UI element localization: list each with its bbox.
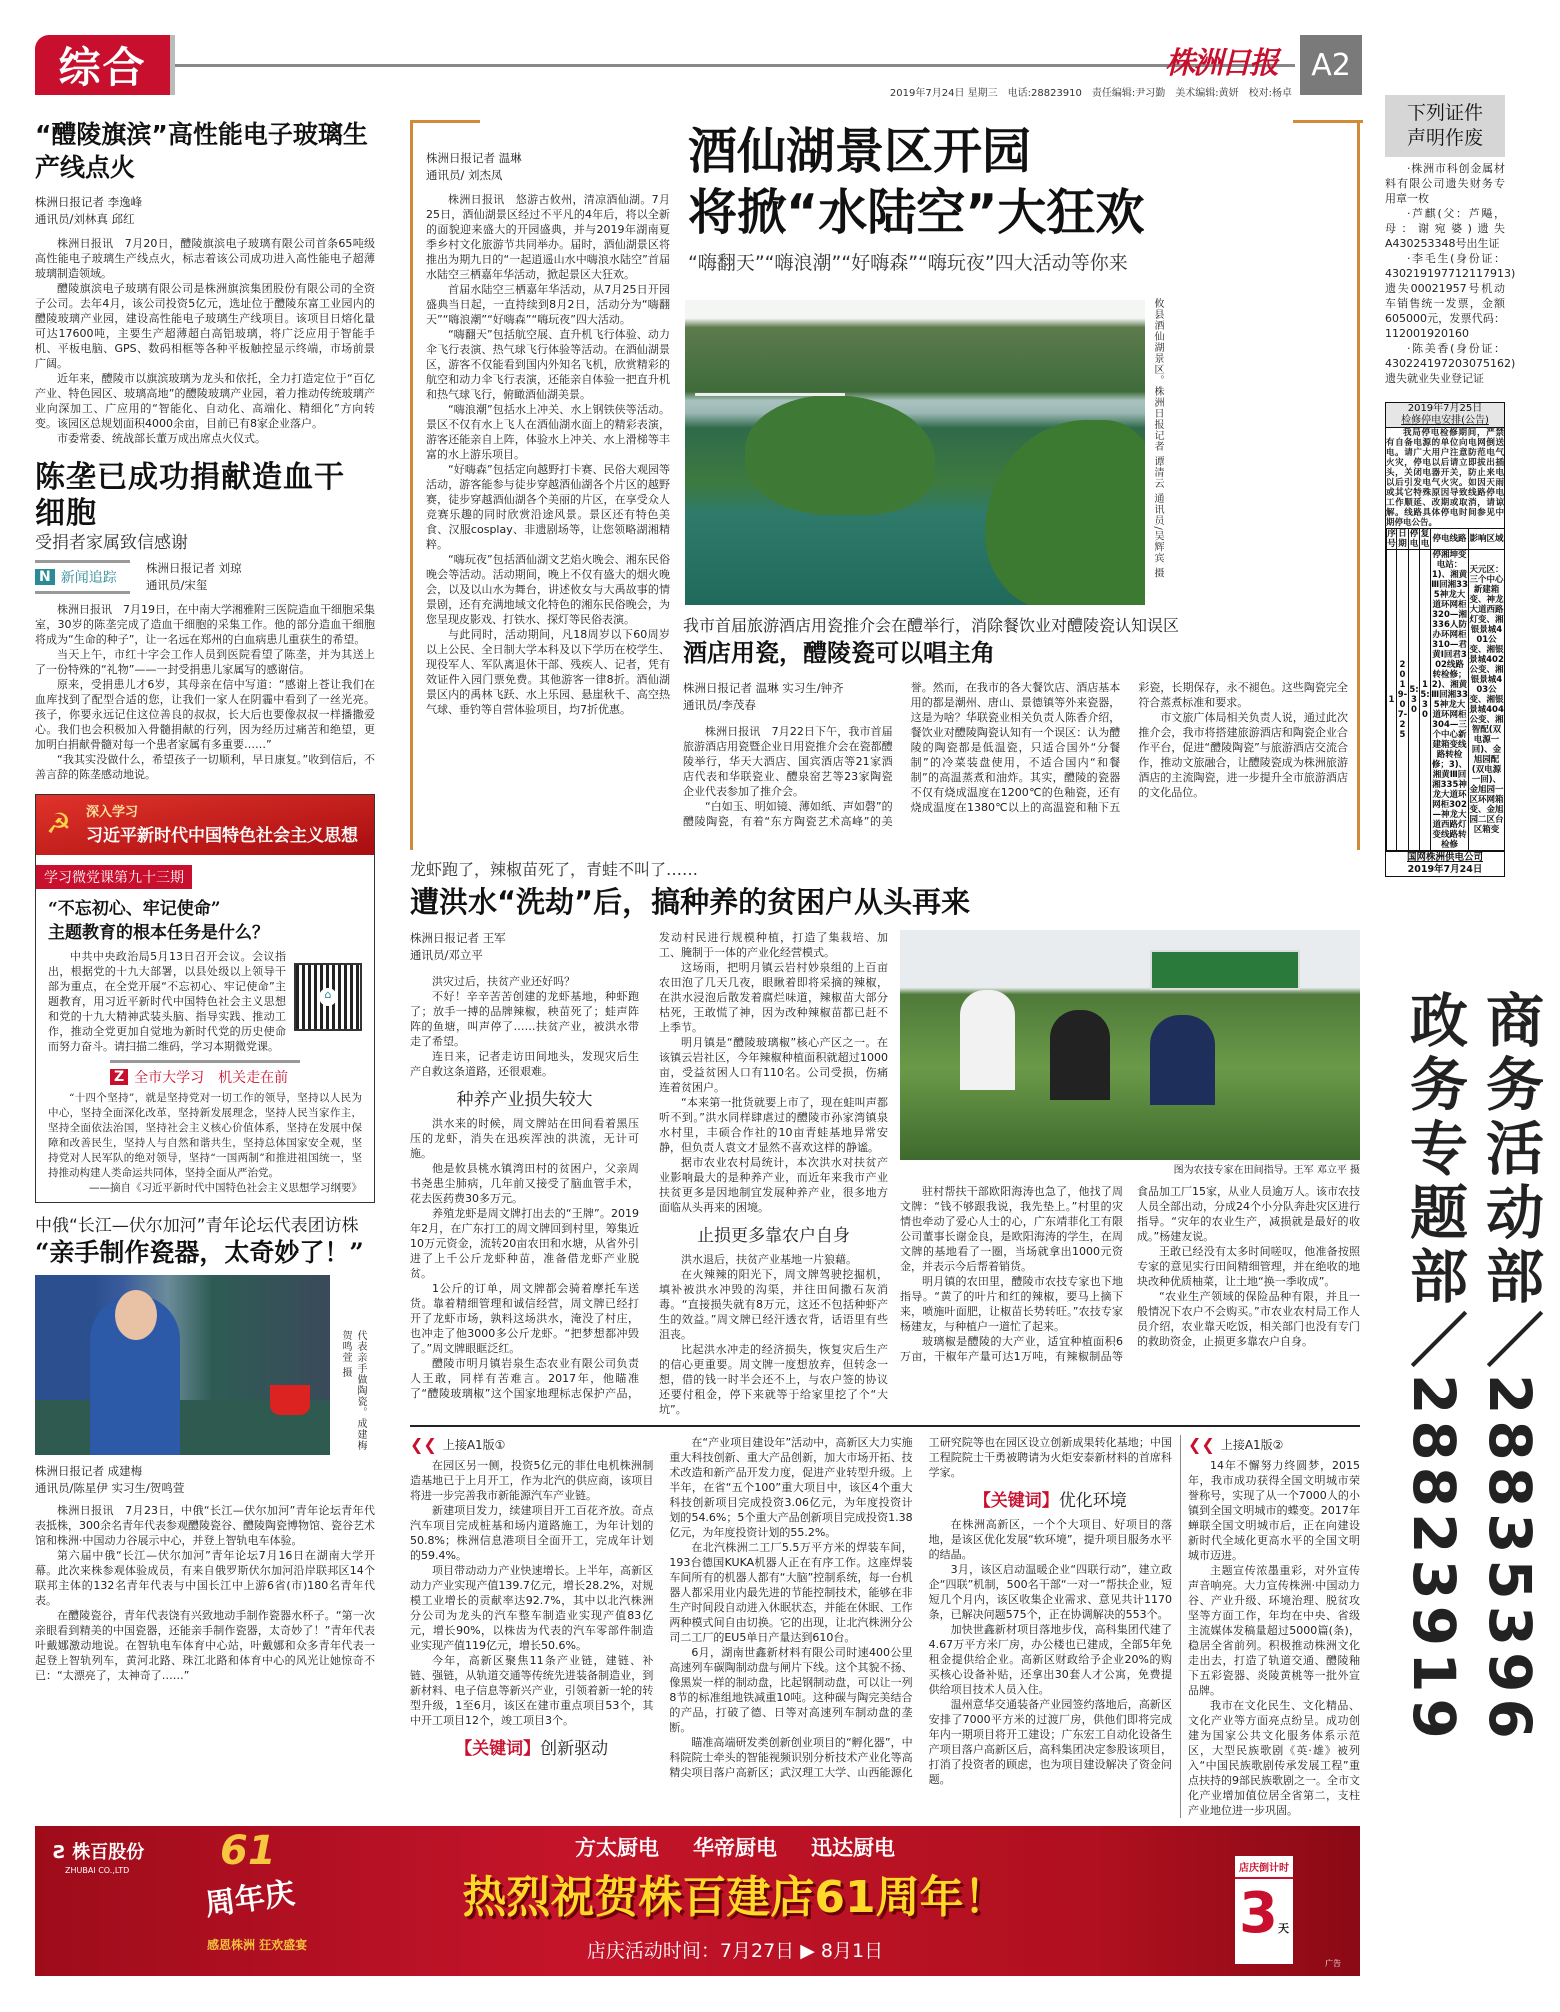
banner-title: 习近平新时代中国特色社会主义思想	[86, 826, 358, 846]
paragraph: “我其实没做什么，希望孩子一切顺利，早日康复。”收到信后，不善言辞的陈垄感动地说。	[35, 753, 375, 781]
chevron-left-icon: ❮❮	[1188, 1435, 1215, 1454]
photo-caption: 图为农技专家在田间指导。王军 邓立平 摄	[1173, 1165, 1360, 1176]
correspondent: 通讯员/刘林真 邱红	[35, 212, 135, 226]
paragraph: 近年来，醴陵市以旗滨玻璃为龙头和依托，全力打造定位于“百亿产业、特色园区、玻璃高地”的醴陵玻璃产业园，着力推动传统玻璃产业向深加工、广应用的“智能化、自动化、高端化、精细化”方向转变。该园区总规划面积4000余亩，目前已有8家企业落户。	[35, 372, 375, 430]
paragraph: 我市在文化民生、文化精品、文化产业等方面亮点纷呈。成功创建为国家公共文化服务体系示范区，大型民族歌剧《英·雄》被列入“中国民族歌剧传承发展工程”重点扶持的9部民族歌剧之一。全市文化产业增加值位居全省第二，支柱产业地位进一步巩固。	[1188, 1699, 1360, 1817]
headline: 遭洪水“洗劫”后，搞种养的贫困户从头再来	[410, 885, 971, 919]
paragraph: 市委常委、统战部长董万成出席点火仪式。	[57, 432, 266, 445]
countdown-number: 3	[1239, 1881, 1278, 1946]
subtag-label: 全市大学习 机关走在前	[134, 1070, 289, 1086]
photo-row	[35, 1275, 375, 1455]
arrow-right-icon: ▶	[800, 1940, 815, 1962]
paragraph: 这场雨，把明月镇云岩村妙泉组的上百亩农田泡了几天几夜，眼瞅着即将采摘的辣椒，在洪水浸泡后散发着腐烂味道，辣椒苗大部分枯死，王敢慌了神，因为改种辣椒苗都已赶不上季节。	[659, 961, 888, 1034]
title-line: 下列证件	[1406, 102, 1483, 124]
countdown-unit: 天	[1277, 1922, 1289, 1935]
paragraph: 在园区另一侧，投资5亿元的菲仕电机株洲制造基地已于上月开工，作为北汽的供应商，该项目将进一步完善我市新能源汽车产业链。	[410, 1459, 654, 1502]
paragraph: 项目带动动力产业快速增长。上半年，高新区动力产业实现产值139.7亿元，增长28.2%，对规模工业增长的贡献率达92.7%，其中以北汽株洲分公司为龙头的汽车整车制造业实现产值83亿元，增长90%，以株齿为代表的汽车零部件制造业实现产值119亿元，增长50.6%。	[410, 1564, 654, 1652]
main-slogan: 热烈祝贺株百建店61周年！	[462, 1872, 1008, 1923]
quote-source: ——摘自《习近平新时代中国特色社会主义思想学习纲要》	[89, 1182, 362, 1194]
correspondent: 通讯员/陈星伊 实习生/贺鸣萱	[35, 1481, 185, 1495]
countdown	[1235, 1856, 1293, 1964]
headline: 酒店用瓷，醴陵瓷可以唱主角	[683, 638, 995, 667]
paragraph: 与此同时，活动期间，凡18周岁以下60周岁以上公民、全日制大学本科及以下学历在校学生、现役军人、军队离退休干部、残疾人、记者，凭有效证件入园门票免费。其他游客一律8折。酒仙湖景区内的禹林飞跃、水上乐园、悬崖秋千、高空热气球、垂钓等自营体验项目，均7折优惠。	[426, 628, 670, 716]
tag-letter: N	[35, 569, 55, 585]
label: 上接A1版②	[1220, 1438, 1284, 1452]
correspondent: 通讯员/ 刘杰凤	[426, 168, 503, 182]
flood-body-a	[410, 930, 888, 1417]
feature-text	[426, 150, 670, 717]
notices-title	[1385, 95, 1505, 157]
paragraph: 株洲日报讯 7月19日，在中南大学湘雅附三医院造血干细胞采集室，30岁的陈垄完成了造血干细胞的采集工作。他的部分造血干细胞将成为“生命的种子”，让一名远在郑州的白血病患儿重获生的希望。	[35, 603, 375, 646]
paragraph: 市文旅广体局相关负责人说，通过此次推介会，我市将搭建旅游酒店和陶瓷企业合作平台，促进“醴陵陶瓷”与旅游酒店交流合作，推动文旅融合，让醴陵瓷成为株洲旅游酒店的主流陶瓷，进一步提升全市旅游酒店的文化品位。	[1138, 711, 1348, 799]
ad-banner[interactable]	[35, 1826, 1360, 1976]
study-box	[35, 794, 375, 1203]
paragraph: 王敢已经没有太多时间嗟叹，他准备按照专家的意见实行田间精细管理，并在绝收的地块改种优质柚菜，让土地“换一季收成”。	[1137, 1245, 1360, 1288]
paragraph: 据市农业农村局统计，本次洪水对扶贫产业影响最大的是种养产业，而近年来我市产业扶贫更多是因地制宜发展种养产业，很多地方面临从头再来的困境。	[659, 1156, 888, 1214]
paragraph: 新建项目发力，续建项目开工百花齐放。奇点汽车项目完成桩基和场内道路施工，为年计划的50.8%；株洲信息港项目全面开工，完成年计划的59.4%。	[410, 1504, 654, 1562]
paragraph: “白如玉、明如镜、薄如纸、声如磬”的醴陵陶瓷，有着“东方陶瓷艺术高峰”的美誉。然而，在我市的各大餐饮店、酒店基本用的都是潮州、唐山、景德镇等外来瓷器，这是为啥？华联瓷业相关负责人陈香介绍，餐饮业对醴陵陶瓷认知有一个误区：认为醴陵的陶瓷都是低温瓷，只适合国外“分餐制”的冷菜装盘使用，不适合国内“和餐制”的高温蒸煮和油炸。其实，醴陵的瓷器不仅有烧成温度在1200℃的色釉瓷，还有烧成温度在1380℃以上的高温瓷和釉下五彩瓷，长期保存，永不褪色。这些陶瓷完全符合蒸煮标准和要求。	[683, 681, 1348, 828]
keyword: 优化环境	[1058, 1491, 1127, 1511]
brand-item: 方太厨电	[575, 1836, 659, 1860]
lesson-label: 学习微党课第九十三期	[36, 865, 192, 889]
section-tab: 综合	[35, 35, 170, 95]
correspondent: 通讯员/邓立平	[410, 948, 483, 962]
col-header: 复电	[1420, 529, 1430, 549]
paragraph: ·芦麒(父：芦飚，母：谢宛婆)遗失A430253348号出生证	[1385, 207, 1505, 250]
notice-date: 2019年7月25日	[1407, 403, 1483, 414]
notice-list	[1385, 161, 1516, 386]
kicker: 龙虾跑了，辣椒苗死了，青蛙不叫了……	[410, 860, 699, 879]
section-body	[900, 1184, 1360, 1364]
reporter: 株洲日报记者 成建梅	[35, 1464, 143, 1478]
outage-table	[1386, 528, 1505, 851]
reporter: 株洲日报记者 温琳	[426, 151, 522, 165]
brand-list	[435, 1834, 1035, 1862]
subtag-letter: Z	[110, 1069, 128, 1085]
reporter: 株洲日报记者 王军	[410, 931, 506, 945]
notices	[1385, 95, 1516, 386]
paragraph: 在“产业项目建设年”活动中，高新区大力实施重大科技创新、重大产品创新，加大市场开拓、技术改造和新产品开发力度，促进产业转型升级。上半年，在省“五个100”重大项目中，该区4个重大科技创新项目完成投资3.06亿元，为年度投资计划的54.6%；5个重大产品创新项目完成投资1.38亿元，为年度投资计划的55.2%。	[669, 1436, 913, 1539]
headline: “醴陵旗滨”高性能电子玻璃生产线点火	[35, 120, 368, 182]
paragraph: 玻璃椒是醴陵的大产业，适宜种植面积6万亩，干椒年产量可达1万吨，有辣椒制品等食品加工厂15家，从业人员逾万人。该市农技人员全部出动，分成24个小分队奔赴灾区进行指导。“灾年的农业生产，减损就是最好的收成。”杨建友说。	[900, 1185, 1360, 1363]
paragraph: ·株洲市科创金属材料有限公司遗失财务专用章一枚	[1385, 162, 1505, 205]
subtag	[110, 1060, 300, 1087]
news-tag	[35, 560, 130, 594]
paragraph: 温州意华交通装备产业园签约落地后，高新区安排了7000平方米的过渡厂房，供他们即将完成年内一期项目将开工建设；广东宏工自动化设备生产项目落户高新区后，高科集团决定参股该项目，打消了投资者的顾虑，也为项目建设解决了资金问题。	[928, 1698, 1172, 1786]
anniversary-number: 61	[220, 1828, 276, 1874]
paragraph: 洪灾过后，扶贫产业还好吗？	[432, 975, 575, 988]
paragraph: 醴陵市明月镇岩泉生态农业有限公司负责人王敢，同样有苦难言。2017年，他瞄准了“醴陵玻璃椒”这个国家地理标志保护产品，发动村民进行规模种植，打造了集栽培、加工、腌制于一体的产业化经营模式。	[410, 931, 888, 1400]
paragraph: 6月，湖南世鑫新材料有限公司时速400公里高速列车碳陶制动盘与闸片下线。这个其貌不扬、像黑炭一样的制动盘，比起钢制动盘，可以让一列8节的标准组地铁减重10吨。这种碳与陶完美结合的产品，打破了德、日等对高速列车制动盘的垄断。	[669, 1646, 913, 1734]
continued-1	[410, 1435, 1172, 1787]
paragraph: 养殖龙虾是周文牌打出去的“王牌”。2019年2月，在广东打工的周文牌回到村里，筹集近10万元资金，流转20亩农田和水塘，从省外引进了上千公斤龙虾种苗，准备借龙虾产业脱贫。	[410, 1207, 639, 1280]
cell: 5:30	[1409, 550, 1420, 851]
label: 上接A1版①	[442, 1438, 506, 1452]
subhead: 止损更多靠农户自身	[697, 1226, 850, 1246]
paragraph: “农业生产领域的保险品种有限，并且一般情况下农户不会购买。”市农业农村局工作人员介绍，农业靠天吃饭，相关部门也没有专门的救助资金，止损更多靠农户自身。	[1137, 1290, 1360, 1348]
col-header: 日期	[1398, 529, 1407, 549]
paragraph: 连日来，记者走访田间地头，发现灾后生产自救这条道路，还很艰难。	[410, 1050, 639, 1078]
paragraph: 加快世鑫新材项目落地步伐，高科集团代建了4.67万平方米厂房，办公楼也已建成，全部5年免租金提供给企业。高新区财政给予企业20%的购买核心设备补贴，还拿出30套人才公寓，免费提供给项目技术人员入住。	[928, 1623, 1172, 1696]
subheadline: “嗨翻天”“嗨浪潮”“好嗨森”“嗨玩夜”四大活动等你来	[688, 252, 1128, 274]
headline: 陈垄已成功捐献造血干细胞	[35, 460, 345, 531]
reporter: 株洲日报记者 刘琼	[146, 561, 242, 575]
paragraph: 株洲日报讯 7月22日下午，我市首届旅游酒店用瓷暨企业日用瓷推介会在瓷都醴陵举行，华天大酒店、国宾酒店等21家酒店代表和华联瓷业、醴泉窑艺等23家陶瓷企业代表参加了推介会。	[683, 725, 893, 798]
left-column	[35, 118, 375, 1683]
byline	[426, 150, 670, 184]
article-body	[426, 192, 670, 717]
contact-business: 商务活动部／28835396	[1476, 990, 1544, 1745]
paragraph: 在北汽株洲二工厂5.5万平方米的焊装车间，193台德国KUKA机器人正在有序工作。这座焊装车间所有的机器人都有“大脑”控制系统，每一台机器人都采用业内最先进的节能控制技术，能够在非生产时间段自动进入休眠状态，并能在休眠、工作两种模式间自由切换。它的出现，让北汽株洲分公司二工厂的EU5单日产量达到610台。	[669, 1541, 913, 1644]
article-youth-forum	[35, 1215, 375, 1683]
person-shape	[960, 990, 1015, 1090]
porcelain-body	[683, 680, 1348, 829]
paragraph: 醴陵旗滨电子玻璃有限公司是株洲旗滨集团股份有限公司的全资子公司。去年4月，该公司投资5亿元，选址位于醴陵东富工业园内的醴陵玻璃产业园，建设高性能电子玻璃生产线项目。该项目日熔化量可达17600吨，主要生产超薄超白高铝玻璃，将广泛应用于智能手机、平板电脑、GPS、数码相框等各种平板触控显示终端，市场前景广阔。	[35, 282, 375, 370]
paragraph: 在株洲高新区，一个个大项目、好项目的落地，是该区优化发展“软环境”，提升项目服务水平的结晶。	[928, 1518, 1172, 1561]
notice-header	[1386, 403, 1504, 428]
title-line: “不忘初心、牢记使命”	[48, 899, 221, 919]
countdown-label: 店庆倒计时	[1235, 1856, 1293, 1879]
person-shape	[1050, 1010, 1110, 1100]
continued-label	[1188, 1435, 1360, 1454]
lesson-title	[48, 897, 362, 945]
brand-logo	[53, 1838, 144, 1864]
party-emblem-icon: ☭	[46, 807, 72, 840]
qr-code[interactable]	[294, 963, 362, 1031]
paragraph: 主题宣传浓墨重彩，对外宣传声音响亮。大力宣传株洲·中国动力谷、产业升级、环境治理、脱贫攻坚等方面工作，年均在中央、省级主流媒体发稿量超过5000篇(条)，稳居全省前列。积极推动株洲文化走出去，打造了轨道交通、醴陵釉下五彩瓷器、炎陵黄桃等一批外宣品牌。	[1188, 1564, 1360, 1697]
paragraph: 株洲日报讯 7月20日，醴陵旗滨电子玻璃有限公司首条65吨级高性能电子玻璃生产线点火，标志着该公司成功进入高性能电子超薄玻璃制造领域。	[35, 237, 375, 280]
title-line: 主题教育的根本任务是什么？	[48, 923, 269, 943]
brand-item: 华帝厨电	[693, 1836, 777, 1860]
correspondent: 通讯员/李茂春	[683, 698, 756, 712]
subheadline: 受捐者家属致信感谢	[35, 533, 188, 553]
paragraph: 明月镇的农田里，醴陵市农技专家也下地指导。“黄了的叶片和红的辣椒，要马上摘下来，喷施叶面肥，让椒苗长势转旺。”农技专家杨建友，与种植户一道忙了起来。	[900, 1275, 1123, 1333]
column-divider	[1180, 1435, 1181, 1818]
tag-label: 新闻追踪	[60, 570, 117, 586]
paragraph: “嗨浪潮”包括水上冲关、水上钢铁侠等活动。景区不仅有水上飞人在酒仙湖水面上的精彩表演，游客还能亲自上阵，体验水上冲关、水上滑梯等丰富的水上游乐项目。	[426, 403, 670, 461]
paragraph: 当天上午，市红十字会工作人员到医院看望了陈垄，并为其送上了一份特殊的“礼物”——一封受捐患儿家属写的感谢信。	[35, 648, 375, 676]
bridge-shape	[695, 393, 845, 396]
paragraph: 株洲日报讯 7月23日，中俄“长江—伏尔加河”青年论坛青年代表抵株，300余名青年代表参观醴陵瓷谷、醴陵陶瓷博物馆、瓷谷艺术馆和株洲·中国动力谷展示中心，并登上智轨电车体验。	[35, 1504, 375, 1547]
byline	[410, 930, 639, 964]
paragraph: 原来，受捐患儿才6岁，其母亲在信中写道：“感谢上苍让我们在血库找到了配型合适的您，让我们一家人在阴霾中看到了一丝光亮。孩子，你要永远记住这位善良的叔叔，长大后也要像叔叔一样播撒爱心。我们也会积极加入骨髓捐献的行列，因为经历过痛苦和绝望，更加明白捐献骨髓对每一个患者家属有多重要……”	[35, 678, 375, 751]
ad-mark: 广告	[1325, 1959, 1341, 1968]
paragraph: “本来第一批货就要上市了，现在蛙叫声都听不到。”洪水同样肆虐过的醴陵市孙家湾镇泉水村里，丰硕合作社的10亩青蛙基地异常安静，但负责人袁文才显然不喜欢这样的静谧。	[659, 1096, 888, 1154]
byline	[35, 1463, 375, 1497]
paragraph: 洪水来的时候，周文牌站在田间看着黑压压的龙虾，消失在迅疾浑浊的洪流，无计可施。	[410, 1117, 639, 1160]
lesson-body: 中共中央政治局5月13日召开会议。会议指出，根据党的十九大部署，以县处级以上领导干部为重点，在全党开展“不忘初心、牢记使命”主题教育，用习近平新时代中国特色社会主义思想和党的十九大精神武装头脑、指导实践、推动工作，推动全党更加自觉地为新时代党的历史使命而努力奋斗。请扫描二维码，学习本期微党课。	[48, 950, 286, 1053]
paragraph: 3月，该区启动温暖企业“四联行动”，建立政企“四联”机制，500名干部“一对一”帮扶企业，短短几个月内，该区收集企业需求、意见共计1170条，已解决问题575个，正在协调解决的553个。	[928, 1563, 1172, 1621]
cell: 停湘坤变电站：1)、湘黄Ⅲ回湘335神龙大道环网柜320—湘336人防办环网柜310—君黄Ⅰ回君302线路转检修；2)、湘黄Ⅲ回湘335神龙大道环网柜304—三个中心新建箱变线路转检修；3)、湘黄Ⅲ回湘335神龙大道环网柜302—神龙大道西路灯变线路转检修	[1431, 550, 1468, 850]
quote: “十四个坚持”，就是坚持党对一切工作的领导，坚持以人民为中心，坚持全面深化改革，坚持新发展理念，坚持人民当家作主，坚持全面依法治国，坚持社会主义核心价值体系，坚持在发展中保障和改善民生，坚持人与自然和谐共生，坚持总体国家安全观，坚持党对人民军队的绝对领导，坚持“一国两制”和推进祖国统一，坚持推动构建人类命运共同体，坚持全面从严治党。	[48, 1092, 362, 1179]
photo-caption: 攸县酒仙湖景区。株洲日报记者 谭清云 通讯员/吴辉宾 摄	[1152, 298, 1163, 579]
face-shape	[115, 1290, 157, 1340]
paragraph: ·李毛生(身份证：430219197712117913)遗失00021957号机动车销售统一发票，金额605000元，发票代码：112001920160	[1385, 252, 1516, 340]
continued-2	[1188, 1435, 1360, 1818]
headline-line: 将掀“水陆空”大狂欢	[688, 184, 1145, 241]
keyword-tag: 【关键词】	[455, 1739, 541, 1759]
cell: 2019-07-25	[1397, 550, 1409, 851]
headline-line: 酒仙湖景区开园	[688, 123, 1032, 180]
paragraph: 14年不懈努力终圆梦，2015年，我市成功获得全国文明城市荣誉称号，实现了从一个7000人的小镇到全国文明城市的蝶变。2017年蝉联全国文明城市后，正在向建设新时代全域化更高水平的全国文明城市迈进。	[1188, 1459, 1360, 1562]
keyword-heading	[410, 1734, 653, 1759]
paragraph: “好嗨森”包括定向越野打卡赛、民俗大观园等活动，游客能参与徒步穿越酒仙湖各个片区的越野赛，徒步穿越酒仙湖各个美丽的片区，在享受众人竞赛乐趣的同时欣赏沿途风景。景区还有特色美食、汉服cosplay、非遗剧场等，让您领略湖湘精粹。	[426, 463, 670, 551]
lesson-body-wrap	[36, 949, 374, 1054]
issuer: 国网株洲供电公司	[1406, 852, 1483, 863]
paragraph: “嗨玩夜”包括酒仙湖文艺焰火晚会、湘东民俗晚会等活动。活动期间，晚上不仅有盛大的烟火晚会，以及以山水为舞台，讲述攸女与大禹故事的情景剧，还有充满地域文化特色的湘东民俗晚会，为您呈现皮影戏、打铁水、探灯等民俗表演。	[426, 553, 670, 626]
continued-label	[410, 1435, 653, 1454]
notice-intro: 我局停电检修期间，严禁有自备电源的单位向电网倒送电。请广大用户注意防范电气火灾，停电以后请立即拔出插头，关闭电器开关，防止来电以后引发电气火灾。如因天雨或其它特殊原因导致线路停电工作顺延、改期或取消，请谅解。线路具体停电时间参见中期停电公告。	[1386, 428, 1504, 528]
notice-title: 检修停电安排(公告)	[1401, 415, 1489, 426]
chevron-left-icon: ❮❮	[410, 1435, 437, 1454]
notice-footer	[1386, 851, 1504, 876]
paragraph: “嗨翻天”包括航空展、直升机飞行体验、动力伞飞行表演、热气球飞行体验等活动。在酒仙湖景区，游客不仅能看到国内外知名飞机，欣赏精彩的航空和动力伞飞行表演，还能亲自体验一把直升机和热气球飞行，俯瞰酒仙湖美景。	[426, 328, 670, 401]
col-header: 停电	[1409, 529, 1419, 549]
col-header: 序号	[1387, 529, 1396, 549]
paragraph: 不好！辛辛苦苦创建的龙虾基地，种虾跑了；放手一搏的品牌辣椒，秧苗死了；蛙声阵阵的鱼塘，叫声停了……扶贫产业，被洪水带走了希望。	[410, 990, 639, 1048]
porcelain-heading	[683, 616, 1343, 668]
lake-photo	[685, 300, 1145, 605]
start-date: 7月27日	[719, 1940, 795, 1962]
youth-photo	[35, 1275, 330, 1455]
article-stem-cell	[35, 460, 375, 782]
study-banner	[36, 795, 374, 855]
power-outage-notice	[1385, 402, 1505, 877]
cell: 天元区：三个中心新建箱变、神龙大道西路灯变、湘银景城401公变、湘银景城402公变、湘银景城403公变、湘银景城404公变、湘智配(双电源一回)、金旭园配(双电源一回)、金旭园一区环网箱变、金旭园二区台区箱变	[1469, 550, 1505, 851]
contact-government: 政务专题部／28823919	[1400, 990, 1468, 1745]
news-tag-row	[35, 560, 375, 594]
cell: 1	[1387, 550, 1397, 851]
anniversary-label: 周年庆	[202, 1875, 297, 1924]
dates-label: 店庆活动时间：	[586, 1940, 720, 1962]
page-number: A2	[1300, 35, 1362, 95]
paragraph: 1公斤的订单，周文牌都会骑着摩托车送货。靠着精细管理和诚信经营，周文牌已经打开了龙虾市场，孰料这场洪水，淹没了村庄，也冲走了他3000多公斤龙虾。“把梦想都冲毁了。”周文牌眼眶泛红。	[410, 1282, 639, 1355]
newspaper-logo: 株洲日报	[1165, 46, 1277, 81]
subhead: 种养产业损失较大	[456, 1090, 593, 1110]
photo-caption: 代表亲手做陶瓷。成建梅 贺鸣萱 摄	[340, 1330, 366, 1451]
home-icon: ⌂	[319, 988, 337, 1006]
article-glass-line	[35, 118, 375, 446]
section-body	[659, 1252, 888, 1417]
body	[929, 1517, 1172, 1787]
article-body	[35, 1503, 375, 1683]
flood-heading	[410, 860, 1360, 920]
reporter: 株洲日报记者 李逸峰	[35, 195, 143, 209]
paragraph: ·陈美香(身份证：430224197203075162)遗失就业失业登记证	[1385, 342, 1516, 385]
event-dates	[435, 1938, 1035, 1964]
banner-small: 深入学习	[86, 805, 139, 820]
slogan: 感恩株洲 狂欢盛宴	[207, 1938, 308, 1952]
header-rule	[175, 64, 1295, 67]
issue-date: 2019年7月24日	[1407, 864, 1483, 875]
kicker: 中俄“长江—伏尔加河”青年论坛代表团访株	[35, 1216, 359, 1236]
paragraph: 首届水陆空三栖嘉年华活动，从7月25日开园盛典当日起，一直持续到8月2日，活动分为“嗨翻天”“嗨浪潮”“好嗨森”“嗨玩夜”四大活动。	[426, 283, 670, 326]
correspondent: 通讯员/宋玺	[146, 578, 208, 592]
feature-headline	[688, 122, 1328, 275]
keyword: 创新驱动	[540, 1739, 609, 1759]
byline	[683, 680, 893, 714]
paragraph: 明月镇是“醴陵玻璃椒”核心产区之一。在该镇云岩社区，今年辣椒种植面积就超过1000亩，受益贫困人口有110名。公司受损，伤痛连着贫困户。	[659, 1036, 888, 1094]
byline	[35, 194, 375, 228]
paragraph: 洪水退后，扶贫产业基地一片狼藉。	[681, 1253, 857, 1266]
reporter: 株洲日报记者 温琳 实习生/钟齐	[683, 681, 844, 695]
keyword-heading	[929, 1486, 1172, 1511]
brand-icon: Ƨ	[53, 1842, 66, 1863]
island-shape	[985, 420, 1145, 605]
brand-en: ZHUBAI CO.,LTD	[65, 1866, 130, 1875]
end-date: 8月1日	[820, 1940, 884, 1962]
frame-corner	[410, 120, 480, 140]
body	[410, 1458, 653, 1728]
article-body	[35, 602, 375, 782]
sign-shape	[1150, 950, 1300, 990]
flood-body-b	[900, 1184, 1360, 1364]
paragraph: 在醴陵瓷谷，青年代表饶有兴致地动手制作瓷器水杯子。“第一次亲眼看到精美的中国瓷器，还能亲手制作瓷器，太奇妙了！”青年代表叶戴娜激动地说。在智轨电车体育中心站，叶戴娜和众多青年代表一起登上智轨列车，黄河北路、珠江北路和体育中心的风光让她惊奇不已：“太漂亮了，太神奇了……”	[35, 1609, 375, 1682]
kicker: 我市首届旅游酒店用瓷推介会在醴举行，消除餐饮业对醴陵瓷认知误区	[683, 616, 1180, 635]
paragraph: 比起洪水冲走的经济损失，恢复灾后生产的信心更重要。周文牌一度想放弃，但转念一想，借的钱一时半会还不上，与农户签的协议还要付租金，停下来就等于给家里挖了个“大坑”。	[659, 1343, 888, 1416]
paragraph: 第六届中俄“长江—伏尔加河”青年论坛7月16日在湖南大学开幕。此次来株参观体验成员，有来自俄罗斯伏尔加河沿岸联邦区14个联邦主体的132名青年代表与中国长江中上游6省(市)180名青年代表。	[35, 1549, 375, 1607]
bucket-shape	[270, 1385, 310, 1415]
col-header: 停电线路	[1431, 529, 1469, 550]
paragraph: 今年，高新区聚焦11条产业链，建链、补链、强链，从轨道交通等传统先进装备制造业，到新材料、电子信息等新兴产业，引领着新一轮的转型升级，1至6月，该区在建市重点项目53个，其中开工项目12个，竣工项目3个。	[410, 1654, 654, 1727]
paragraph: 在火辣辣的阳光下，周文牌驾驶挖掘机，填补被洪水冲毁的沟渠，并往田间撒石灰消毒。“直接损失就有8万元，这还不包括种虾产生的效益。”周文牌已经汗透衣背，话语里有些沮丧。	[659, 1268, 888, 1341]
article-body	[35, 236, 375, 446]
person-shape	[1150, 1015, 1215, 1105]
dateline: 2019年7月24日 星期三 电话:28823910 责任编辑:尹习勤 美术编辑:黄妍 校对:杨卓	[889, 88, 1292, 99]
divider	[410, 1425, 1360, 1427]
headline: “亲手制作瓷器，太奇妙了！”	[35, 1238, 364, 1267]
paragraph: 驻村帮扶干部欧阳海涛也急了，他找了周文牌：“钱不够跟我说，我先垫上。”村里的灾情也牵动了爱心人士的心，广东靖菲化工有限公司董事长谢金良，是欧阳海涛的学生，在周文牌的基地看了一圈，当场就拿出1000元资金，并表示今后帮着销货。	[900, 1185, 1123, 1273]
brand-name: 株百股份	[72, 1842, 145, 1863]
title-line: 声明作废	[1406, 127, 1483, 149]
body	[1188, 1458, 1360, 1818]
island-shape	[745, 395, 935, 515]
paragraph: 株洲日报讯 悠游古攸州，清凉酒仙湖。7月25日，酒仙湖景区经过不平凡的4年后，将以全新的面貌迎来盛大的开园盛典，并与2019年湖南夏季乡村文化旅游节共同举办。届时，酒仙湖景区将推出为期九日的“一起逍遥山水中嗨浪水陆空”首届水陆空三栖嘉年华活动，掀起景区大狂欢。	[426, 193, 670, 281]
field-photo	[900, 930, 1360, 1160]
cell: 15:30	[1420, 550, 1431, 851]
col-header: 影响区域	[1469, 529, 1505, 550]
byline	[146, 560, 242, 594]
paragraph: 瞄准高端研发类创新创业项目的“孵化器”，中科院院士牵头的智能视频识别分析技术产业化等高精尖项目落户高新区；武汉理工大学、山西能源化工研究院等也在园区设立创新成果转化基地；中国工程院院士干勇被聘请为火炬安泰新材料的首席科学家。	[669, 1436, 1172, 1779]
intro	[410, 974, 639, 1079]
brand-item: 迅达厨电	[811, 1836, 895, 1860]
paragraph: 他是攸县桃水镇湾田村的贫困户，父亲周书尧患尘肺病，几年前又接受了脑血管手术，花去医药费30多万元。	[410, 1162, 639, 1205]
keyword-tag: 【关键词】	[973, 1491, 1059, 1511]
